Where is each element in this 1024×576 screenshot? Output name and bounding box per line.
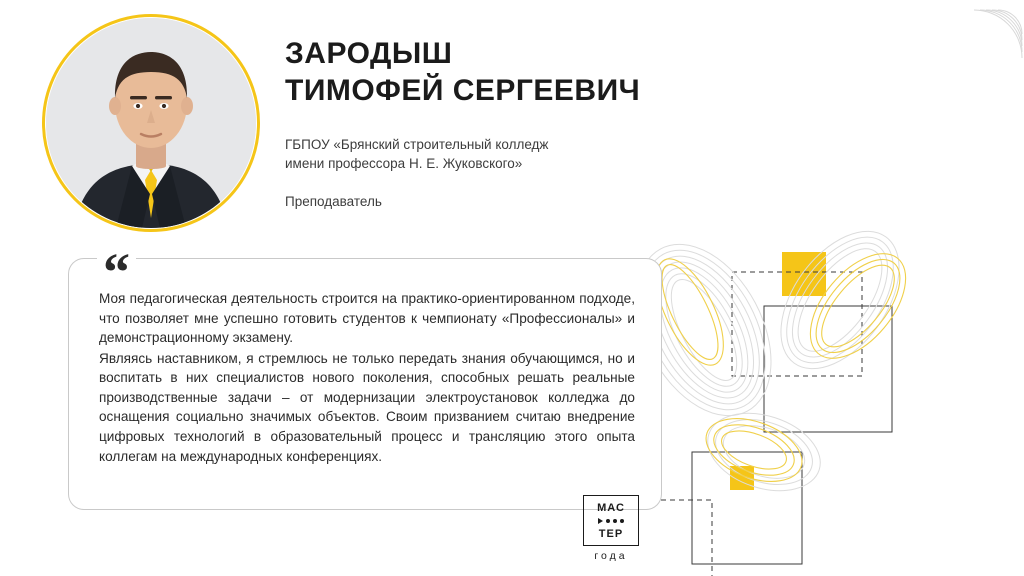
quote-paragraph: Моя педагогическая деятельность строится на практико-ориентированном подходе, что позволяет мне успешно готовить студентов к чемпионату «Профессионалы» и демонстрационному экзамену. bbox=[99, 291, 635, 346]
quote-paragraph: Являясь наставником, я стремлюсь не только передать знания обучающимся, но и воспитать в них специалистов нового поколения, способных решать реальные производственные задачи – от модернизации электроустановок колледжа до оснащения социально значимых объектов. Своим призванием считаю внедрение цифровых технологий в образовательный процесс и трансляцию этого опыта коллегам на международных конференциях. bbox=[99, 350, 635, 464]
page-title bbox=[285, 36, 765, 109]
quote-mark-icon: “ bbox=[97, 245, 136, 275]
organization bbox=[285, 135, 625, 173]
triangle-icon bbox=[598, 518, 603, 524]
dot-icon bbox=[613, 519, 617, 523]
logo-master-goda bbox=[575, 495, 647, 562]
role-label: Преподаватель bbox=[285, 193, 382, 209]
organization-line-1: ГБПОУ «Брянский строительный колледж bbox=[285, 137, 549, 153]
organization-line-2: имени профессора Н. Е. Жуковского» bbox=[285, 156, 523, 172]
name-line-2: ТИМОФЕЙ СЕРГЕЕВИЧ bbox=[285, 73, 641, 107]
logo-subtitle: года bbox=[594, 550, 628, 563]
logo-marks bbox=[584, 515, 638, 527]
quote-text bbox=[99, 289, 635, 466]
dot-icon bbox=[620, 519, 624, 523]
logo-line-2: ТЕР bbox=[598, 528, 624, 541]
quote-card bbox=[68, 245, 662, 510]
avatar bbox=[42, 14, 260, 232]
logo-line-1: МАС bbox=[597, 502, 625, 514]
dot-icon bbox=[606, 519, 610, 523]
logo-box bbox=[583, 495, 639, 546]
header-block bbox=[285, 36, 765, 209]
portrait-ring bbox=[42, 14, 260, 232]
name-line-1: ЗАРОДЫШ bbox=[285, 37, 453, 70]
